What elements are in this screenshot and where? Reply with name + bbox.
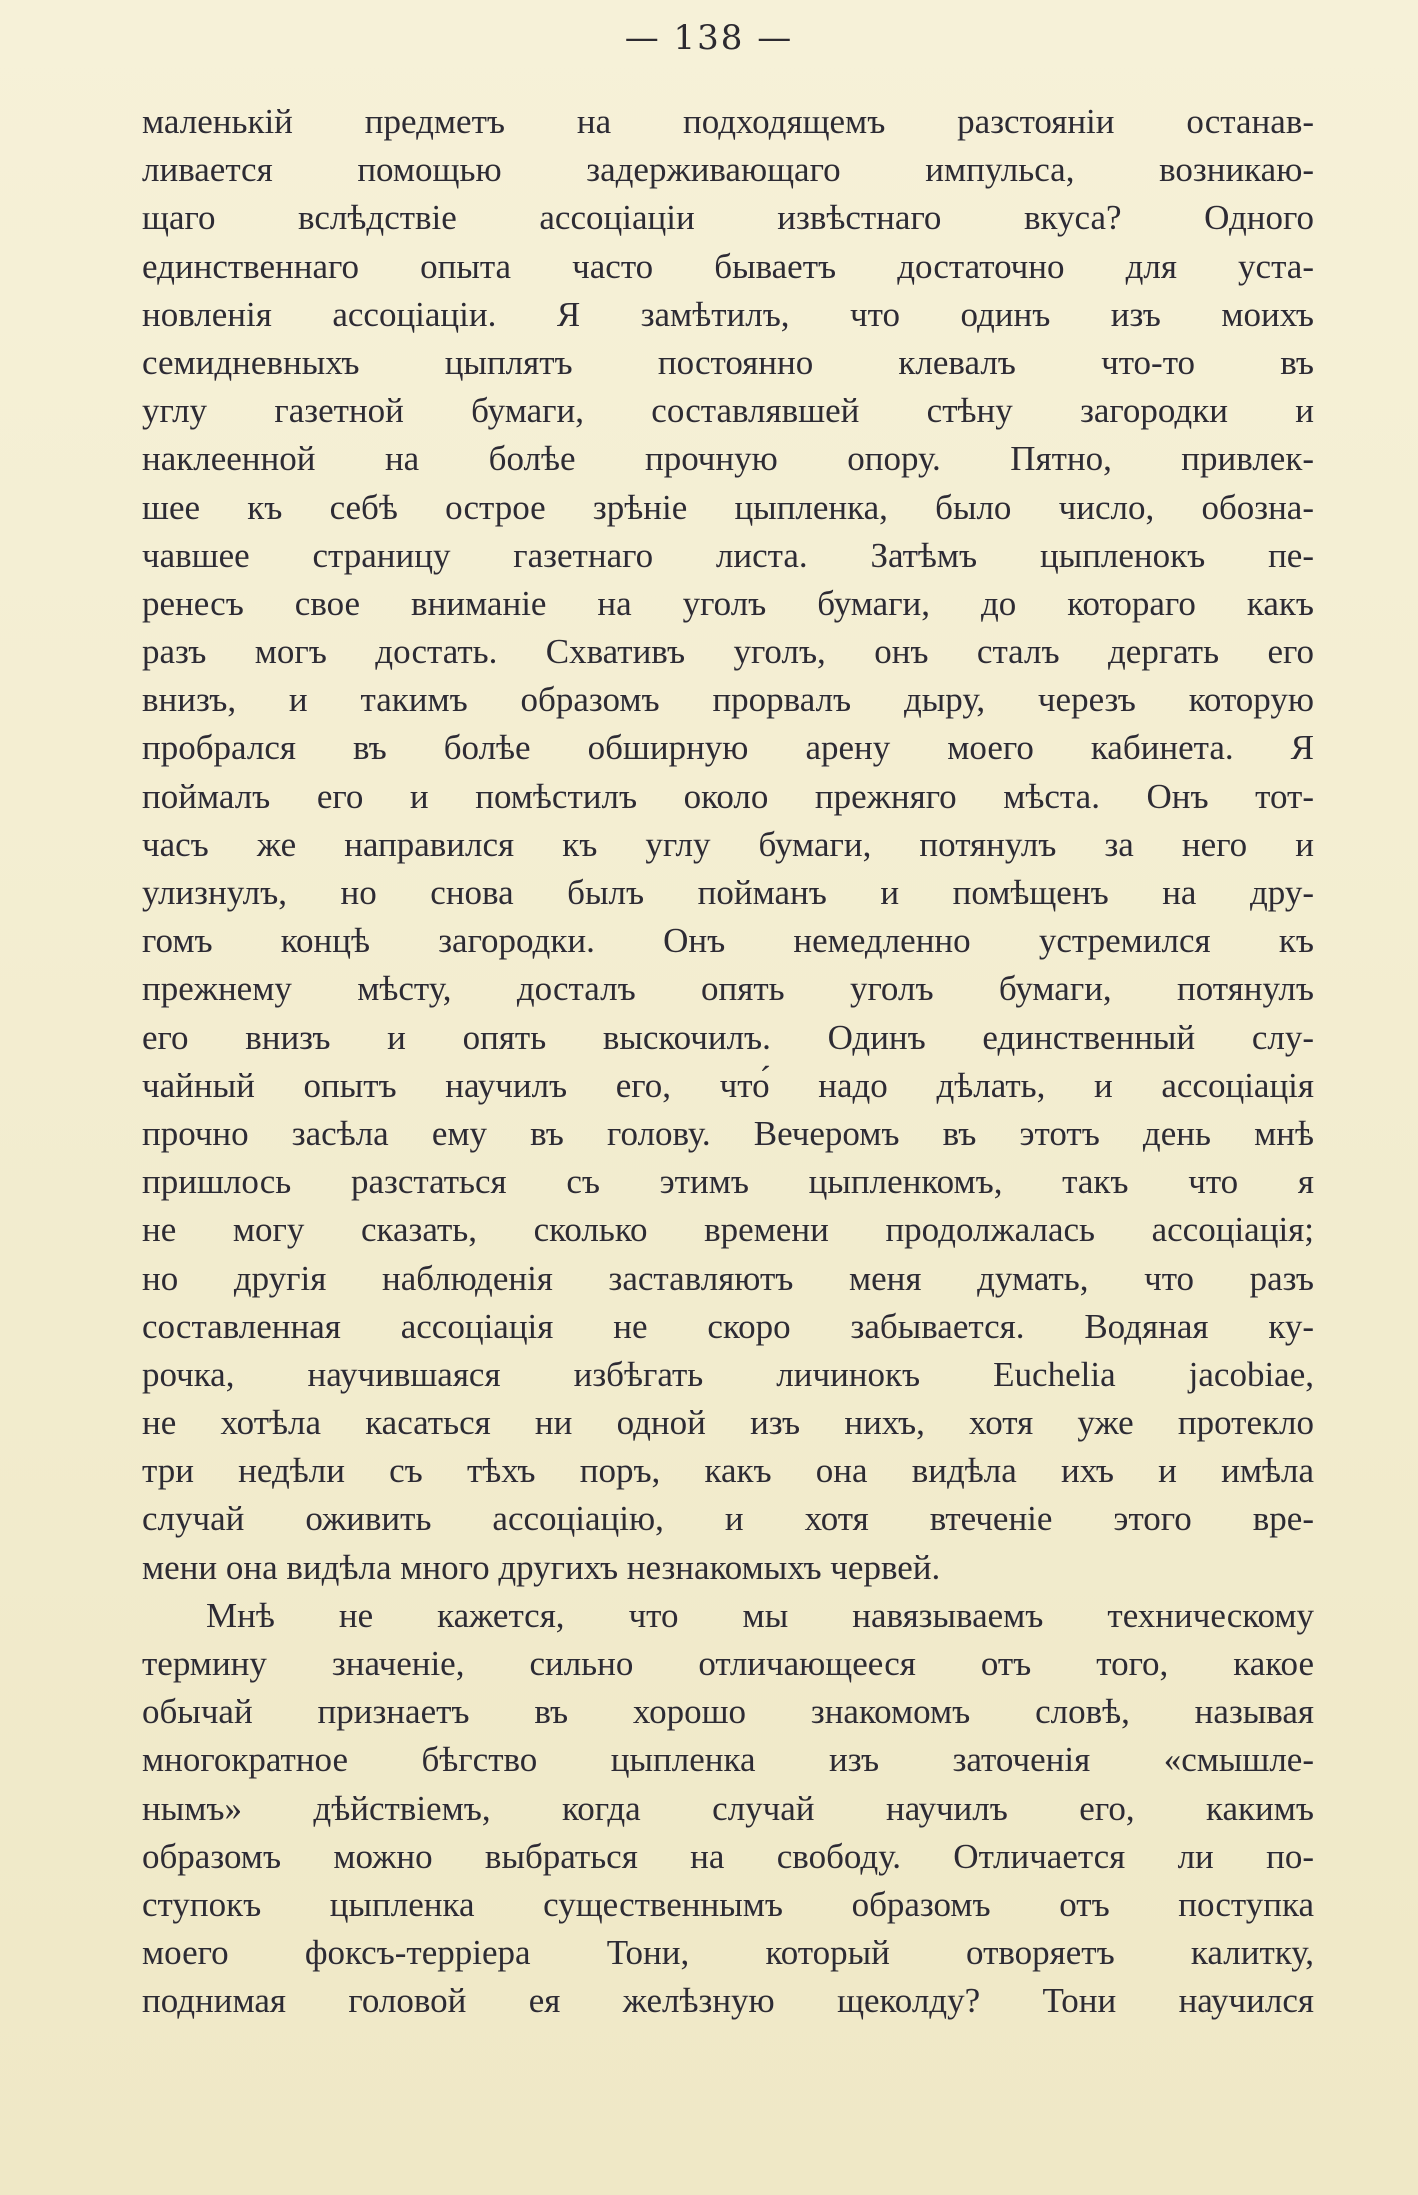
text-line: шее къ себѣ острое зрѣніе цыпленка, было число, обозна- <box>142 487 1314 527</box>
text-line: углу газетной бумаги, составлявшей стѣну загородки и <box>142 391 1314 431</box>
paragraph <box>142 1592 1314 2026</box>
text-line: термину значеніе, сильно отличающееся отъ того, какое <box>142 1644 1314 1683</box>
text-line: но другія наблюденія заставляютъ меня думать, что разъ <box>142 1258 1314 1298</box>
text-line: рочка, научившаяся избѣгать личинокъ Euchelia jacobiae, <box>142 1354 1314 1394</box>
text-line: обычай признаетъ въ хорошо знакомомъ словѣ, называя <box>142 1692 1314 1732</box>
text-line: пришлось разстаться съ этимъ цыпленкомъ, такъ что я <box>142 1162 1314 1202</box>
text-line: его внизъ и опять выскочилъ. Одинъ единственный слу- <box>142 1017 1314 1057</box>
text-line: семидневныхъ цыплятъ постоянно клевалъ что-то въ <box>142 342 1314 382</box>
text-line: наклеенной на болѣе прочную опору. Пятно, привлек- <box>142 439 1314 479</box>
text-line: щаго вслѣдствіе ассоціаціи извѣстнаго вкуса? Одного <box>142 198 1314 238</box>
text-line: единственнаго опыта часто бываетъ достаточно для уста- <box>142 246 1314 286</box>
text-line: разъ могъ достать. Схвативъ уголъ, онъ сталъ дергать его <box>142 632 1314 672</box>
text-line: не хотѣла касаться ни одной изъ нихъ, хотя уже протекло <box>142 1403 1314 1443</box>
text-line: часъ же направился къ углу бумаги, потянулъ за него и <box>142 824 1314 864</box>
text-line: образомъ можно выбраться на свободу. Отличается ли по- <box>142 1836 1314 1876</box>
body-text <box>142 98 1314 2026</box>
text-line: гомъ концѣ загородки. Онъ немедленно устремился къ <box>142 921 1314 961</box>
text-line: улизнулъ, но снова былъ пойманъ и помѣщенъ на дру- <box>142 873 1314 912</box>
text-line: составленная ассоціація не скоро забывается. Водяная ку- <box>142 1306 1314 1346</box>
text-line: ренесъ свое вниманіе на уголъ бумаги, до котораго какъ <box>142 583 1314 623</box>
text-line: три недѣли съ тѣхъ поръ, какъ она видѣла ихъ и имѣла <box>142 1451 1314 1491</box>
text-line: ливается помощью задерживающаго импульса, возникаю- <box>142 150 1314 190</box>
text-line: поднимая головой ея желѣзную щеколду? Тони научился <box>142 1981 1314 2021</box>
text-line: многократное бѣгство цыпленка изъ заточенія «смышле- <box>142 1740 1314 1780</box>
text-line: не могу сказать, сколько времени продолжалась ассоціація; <box>142 1210 1314 1250</box>
text-line: чайный опытъ научилъ его, что́ надо дѣлать, и ассоціація <box>142 1065 1314 1105</box>
text-line: нымъ» дѣйствіемъ, когда случай научилъ его, какимъ <box>142 1788 1314 1828</box>
text-line: пробрался въ болѣе обширную арену моего кабинета. Я <box>142 728 1314 768</box>
text-line: ступокъ цыпленка существеннымъ образомъ отъ поступка <box>142 1884 1314 1924</box>
paragraph <box>142 98 1314 1592</box>
text-line: мени она видѣла много другихъ незнакомыхъ червей. <box>142 1547 941 1587</box>
text-line: чавшее страницу газетнаго листа. Затѣмъ цыпленокъ пе- <box>142 535 1314 575</box>
text-line: внизъ, и такимъ образомъ прорвалъ дыру, черезъ которую <box>142 680 1314 720</box>
text-line: маленькій предметъ на подходящемъ разстояніи останав- <box>142 102 1314 141</box>
text-line: Мнѣ не кажется, что мы навязываемъ техническому <box>206 1595 1314 1635</box>
text-line: прежнему мѣсту, досталъ опять уголъ бумаги, потянулъ <box>142 969 1314 1009</box>
text-line: случай оживить ассоціацію, и хотя втеченіе этого вре- <box>142 1499 1314 1539</box>
page-number: — 138 — <box>624 18 794 58</box>
text-line: поймалъ его и помѣстилъ около прежняго мѣста. Онъ тот- <box>142 776 1314 816</box>
text-line: моего фоксъ-терріера Тони, который отворяетъ калитку, <box>142 1933 1314 1973</box>
text-line: новленія ассоціаціи. Я замѣтилъ, что одинъ изъ моихъ <box>142 294 1314 334</box>
text-line: прочно засѣла ему въ голову. Вечеромъ въ этотъ день мнѣ <box>142 1113 1314 1153</box>
